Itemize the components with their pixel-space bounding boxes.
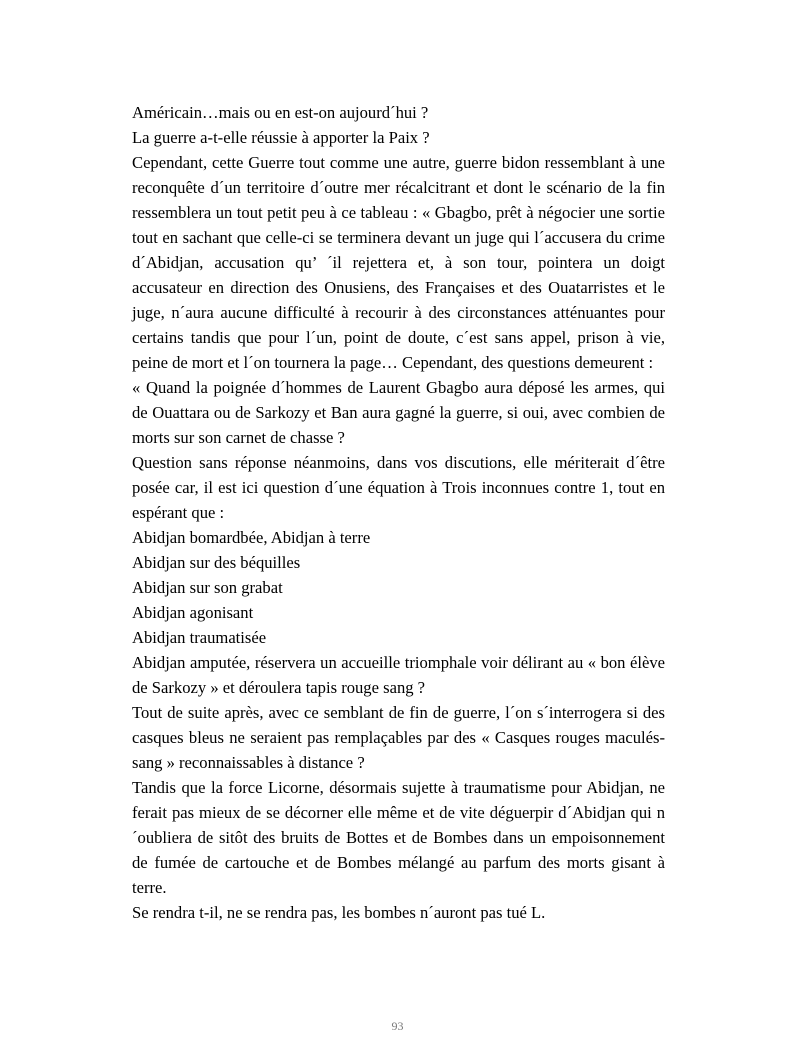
paragraph-2: La guerre a-t-elle réussie à apporter la Paix ? (132, 128, 430, 147)
paragraph-14: Se rendra t-il, ne se rendra pas, les bombes n´auront pas tué L. (132, 903, 546, 922)
page-number: 93 (391, 1019, 404, 1033)
paragraph-1: Américain…mais ou en est-on aujourd´hui ? (132, 103, 429, 122)
paragraph-10: Abidjan traumatisée (132, 628, 267, 647)
paragraph-13: Tandis que la force Licorne, désormais sujette à traumatisme pour Abidjan, ne ferait pas mieux de se décorner elle même et de vite déguerpir d´Abidjan qui n´oubliera de sitôt des bruits de Bottes et de Bombes dans un empoisonnement de fumée de cartouche et de Bombes mélangé au parfum des morts gisant à terre. (132, 778, 665, 897)
body-text (132, 100, 665, 925)
paragraph-8: Abidjan sur son grabat (132, 578, 283, 597)
paragraph-6: Abidjan bomardbée, Abidjan à terre (132, 528, 371, 547)
paragraph-9: Abidjan agonisant (132, 603, 254, 622)
paragraph-11: Abidjan amputée, réservera un accueille triomphale voir délirant au « bon élève de Sarkozy » et déroulera tapis rouge sang ? (132, 653, 665, 697)
paragraph-4: « Quand la poignée d´hommes de Laurent Gbagbo aura déposé les armes, qui de Ouattara ou de Sarkozy et Ban aura gagné la guerre, si oui, avec combien de morts sur son carnet de chasse ? (132, 378, 665, 447)
paragraph-12: Tout de suite après, avec ce semblant de fin de guerre, l´on s´interrogera si des casques bleus ne seraient pas remplaçables par des « Casques rouges maculés-sang » reconnaissables à distance ? (132, 703, 665, 772)
paragraph-3: Cependant, cette Guerre tout comme une autre, guerre bidon ressemblant à une reconquête d´un territoire d´outre mer récalcitrant et dont le scénario de la fin ressemblera un tout petit peu à ce tableau : « Gbagbo, prêt à négocier une sortie tout en sachant que celle-ci se terminera devant un juge qui l´accusera du crime d´Abidjan, accusation qu’ ´il rejettera et, à son tour, pointera un doigt accusateur en direction des Onusiens, des Françaises et des Ouatarristes et le juge, n´aura aucune difficulté à recourir à des circonstances atténuantes pour certains tandis que pour l´un, point de doute, c´est sans appel, prison à vie, peine de mort et l´on tournera la page… Cependant, des questions demeurent : (132, 153, 665, 372)
paragraph-5: Question sans réponse néanmoins, dans vos discutions, elle mériterait d´être posée car, il est ici question d´une équation à Trois inconnues contre 1, tout en espérant que : (132, 453, 665, 522)
paragraph-7: Abidjan sur des béquilles (132, 553, 301, 572)
